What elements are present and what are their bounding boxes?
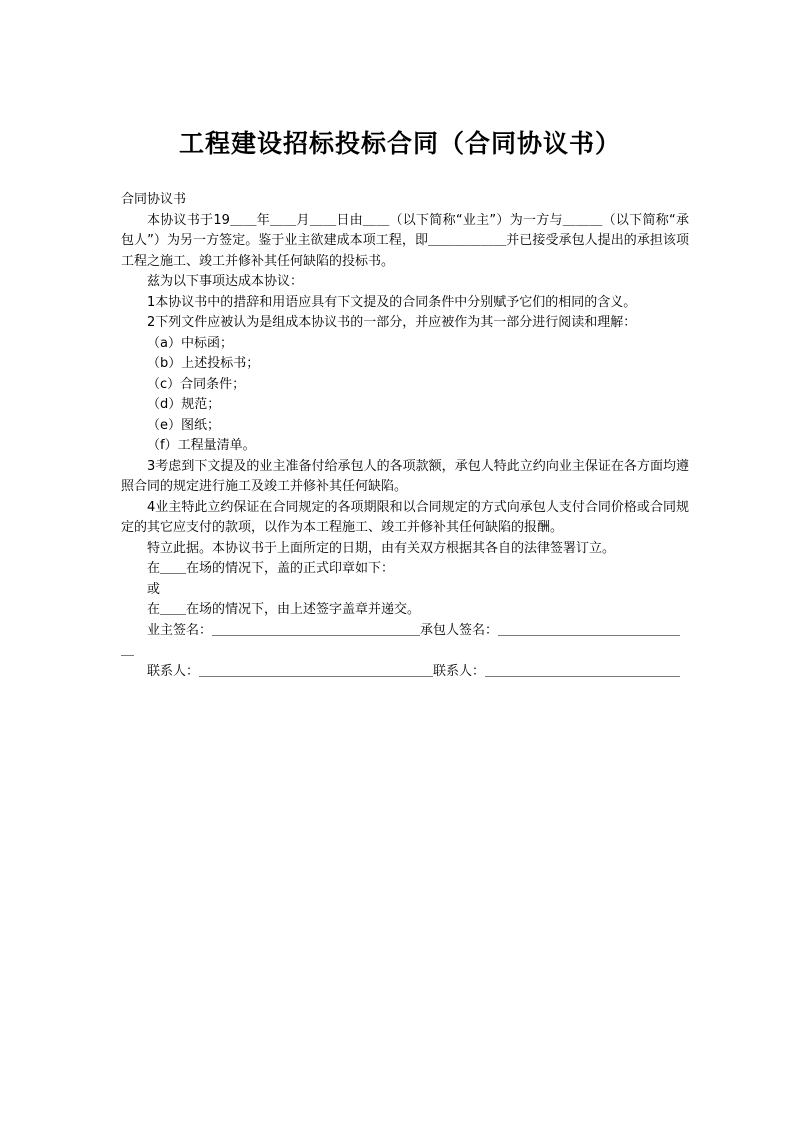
contact-line: 联系人：＿＿＿＿＿＿＿＿＿＿＿＿＿＿＿＿＿＿联系人：＿＿＿＿＿＿＿＿＿＿＿＿＿＿＿ bbox=[147, 663, 681, 679]
intro-paragraph: 本协议书于19＿＿年＿＿月＿＿日由＿＿（以下简称“业主”）为一方与＿＿＿（以下简称“承包人”）为另一方签定。鉴于业主欲建成本项工程，即＿＿＿＿＿＿并已接受承包人提出的承担该项工程之施工、竣工并修补其任何缺陷的投标书。 bbox=[121, 212, 689, 269]
sign-delivery-line: 在＿＿在场的情况下，由上述签字盖章并递交。 bbox=[147, 602, 421, 617]
signature-line: 业主签名：＿＿＿＿＿＿＿＿＿＿＿＿＿＿＿＿承包人签名：＿＿＿＿＿＿＿＿＿＿＿＿＿＿＿ bbox=[121, 622, 681, 658]
witness-statement: 特立此据。本协议书于上面所定的日期，由有关双方根据其各自的法律签署订立。 bbox=[147, 540, 616, 556]
clause-2-item-d: （d）规范； bbox=[147, 397, 221, 412]
clause-4: 4业主特此立约保证在合同规定的各项期限和以合同规定的方式向承包人支付合同价格或合同规定的其它应支付的款项，以作为本工程施工、竣工并修补其任何缺陷的报酬。 bbox=[121, 499, 689, 535]
clause-2-item-e: （e）图纸； bbox=[147, 417, 220, 433]
document-title: 工程建设招标投标合同（合同协议书） bbox=[178, 129, 621, 158]
clause-2-item-f: （f）工程量清单。 bbox=[147, 438, 256, 453]
agreement-lead: 兹为以下事项达成本协议： bbox=[147, 274, 304, 289]
section-heading: 合同协议书 bbox=[121, 192, 187, 207]
clause-2-item-a: （a）中标函； bbox=[147, 335, 233, 351]
or-line: 或 bbox=[147, 581, 161, 597]
document-body bbox=[121, 190, 689, 682]
clause-3: 3考虑到下文提及的业主准备付给承包人的各项款额，承包人特此立约向业主保证在各方面均遵照合同的规定进行施工及竣工并修补其任何缺陷。 bbox=[121, 458, 689, 494]
seal-line: 在＿＿在场的情况下，盖的正式印章如下： bbox=[147, 561, 395, 576]
clause-2-item-b: （b）上述投标书； bbox=[147, 356, 260, 371]
clause-1: 1本协议书中的措辞和用语应具有下文提及的合同条件中分别赋予它们的相同的含义。 bbox=[147, 294, 637, 310]
clause-2: 2下列文件应被认为是组成本协议书的一部分，并应被作为其一部分进行阅读和理解： bbox=[147, 315, 637, 330]
clause-2-item-c: （c）合同条件； bbox=[147, 376, 246, 392]
